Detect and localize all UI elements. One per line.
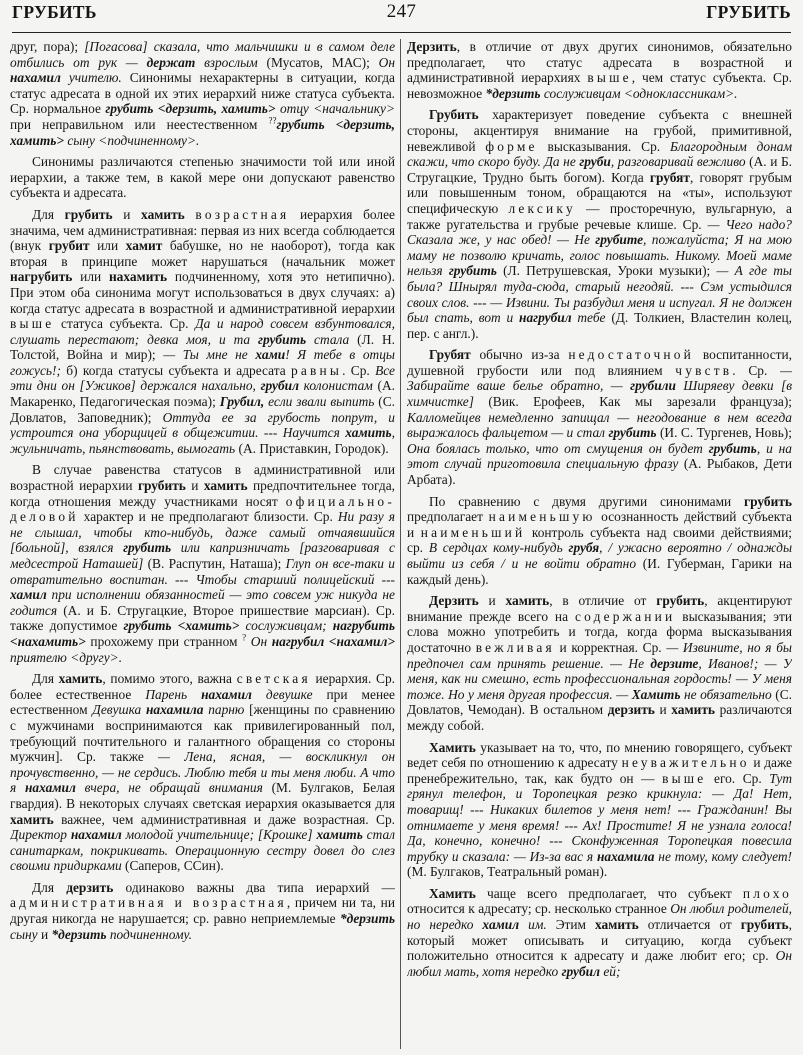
- text-run: девушке: [251, 686, 313, 702]
- text-run: (Саперов, ССин).: [121, 858, 224, 874]
- text-run: Директор: [10, 827, 71, 843]
- text-run: грубил: [260, 378, 299, 394]
- header-rule: [12, 32, 791, 33]
- text-run: , пожалуйста; Я на мою маму не позволю кричать, голос повышать. Никому. Моей маме нельзя: [407, 232, 792, 279]
- text-run: хамить: [203, 478, 248, 494]
- text-run: при неправильном или неестественном: [10, 116, 269, 132]
- text-run: , акцентируют внимание прежде всего на: [407, 593, 792, 624]
- text-run: , помимо этого, важна: [102, 671, 237, 687]
- text-run: Ширяеву девки [в химчистке]: [407, 378, 792, 410]
- text-run: В сердцах кому-нибудь: [428, 540, 569, 556]
- text-run: , Иванов!; — У меня, как ни смешно, есть профессиональная гордость! — У меня тоже. Но у меня другая профессия. —: [407, 655, 792, 702]
- text-run: , в отличие от: [549, 593, 657, 609]
- text-run: Этим: [546, 917, 596, 933]
- text-run: Оттуда ее за грубость попрут, и устроится она уборщицей в общежитии. --- Научится: [10, 409, 395, 441]
- article-paragraph: [10, 462, 395, 665]
- article-paragraph: [407, 347, 792, 487]
- text-run: хамит: [125, 238, 163, 254]
- text-run: Благородным донам скажи, что скоро буду. Да не: [407, 138, 792, 170]
- text-run: и даже пренебрежительно, так, как будто он —: [407, 755, 792, 786]
- text-run: (А. Приставкин, Городок).: [235, 440, 389, 456]
- text-run: грубить: [608, 425, 657, 441]
- text-run: [женщины по сравнению с мужчинами воспринимаются как привилегированный пол, требующий почтительного и галантного обращения со стороны мужчин]. Ср. также: [10, 702, 395, 765]
- text-run: прохожему при странном: [85, 633, 243, 649]
- text-run: — Лена, ясная, — воскликнул он прочувственно, — не сердись. Люблю тебя и ты меня люби. А что я: [10, 749, 395, 796]
- text-run: (И. С. Тургенев, Новь);: [656, 425, 792, 441]
- text-run: Она боялась только, что от смущения он будет: [407, 440, 709, 456]
- text-run: грубить: [64, 206, 113, 222]
- text-run: Калломейцев немедленно запищал — негодование в нем всегда выражалось фальцетом — и стал: [407, 409, 792, 441]
- text-run: его. Ср.: [706, 770, 770, 786]
- text-run: нагрубить: [10, 269, 73, 285]
- text-run: и: [185, 478, 204, 494]
- text-run: бабушке, но не наоборот), тогда как вторая в принципе может нарушаться (начальник может: [10, 238, 395, 269]
- text-run: нахамил: [10, 70, 61, 86]
- text-run: чаще всего предполагает, что субъект: [475, 885, 743, 901]
- text-run: одинаково важны два типа иерархий —: [113, 879, 395, 895]
- text-run: лексику: [508, 200, 576, 216]
- text-run: хамил: [10, 587, 47, 603]
- article-paragraph: [407, 107, 792, 341]
- text-run: — Чего надо? Сказала же, у нас обед! — Не: [407, 216, 792, 248]
- text-run: характеризует поведение субъекта с внешней стороны, акцентируя внимание на грубой, примитивной, невежливой: [407, 107, 792, 154]
- text-run: подчиненному, хотя это нетипично). При этом оба синонима могут использоваться в двух случаях: а) когда статус адресата в возрастной и административной иерархии: [10, 269, 395, 316]
- text-run: грубил: [561, 963, 601, 979]
- text-run: , в отличие от двух других синонимов, обязательно предполагает, что статус адресата в возрастной и административной иерархиях: [407, 39, 792, 86]
- article-paragraph: [10, 154, 395, 201]
- text-run: учителю.: [60, 70, 122, 86]
- text-run: нагрубил: [519, 310, 572, 326]
- text-run: *дерзить: [51, 926, 107, 942]
- text-run: обычно из-за: [470, 347, 569, 363]
- text-run: — Забирайте ваше белье обратно, —: [407, 362, 792, 394]
- text-run: отцу <начальнику>: [275, 101, 395, 117]
- text-run: колонистам: [298, 378, 373, 394]
- text-run: (М. Булгаков, Белая гвардия). В некоторых случаях светская иерархия оказывается для: [10, 780, 395, 811]
- article-paragraph: [10, 671, 395, 874]
- text-run: ! Я тебе в отцы гожусь!;: [10, 347, 395, 378]
- text-run: ??: [268, 115, 277, 126]
- text-run: Да и народ совсем взбунтовался, слушать перестают; девка моя, и та: [10, 316, 395, 347]
- text-run: нахамил: [25, 780, 76, 796]
- text-run: дерзите: [650, 655, 699, 671]
- text-run: Парень: [145, 686, 202, 702]
- text-run: не обязательно: [680, 686, 772, 702]
- text-run: или: [72, 269, 109, 285]
- text-run: нахамила: [145, 702, 204, 718]
- text-run: стал санитаркам, покрикивать. Операционную сестру довел до слез своими придирками: [10, 827, 395, 874]
- text-run: грубить: [137, 478, 186, 494]
- text-run: если звали выпить: [264, 394, 375, 410]
- text-run: — Ты мне не: [163, 347, 256, 363]
- text-run: плохо: [742, 885, 792, 901]
- text-run: Синонимы нехарактерны в ситуации, когда статус адресата в одной их этих иерархий ниже статуса субъекта. Ср. нормальное: [10, 70, 395, 117]
- text-run: В случае равенства статусов в административной или возрастной иерархии: [10, 462, 395, 494]
- text-run: при менее естественном: [10, 686, 395, 718]
- text-run: *дерзить: [485, 85, 541, 101]
- text-run: хамил: [482, 917, 520, 933]
- text-run: *дерзить: [339, 911, 395, 927]
- text-run: хамить: [141, 206, 185, 222]
- text-run: возрастная: [195, 206, 290, 222]
- text-run: ей;: [600, 963, 621, 979]
- text-run: иерархия более значима, чем административная: первая из них всегда соблюдается (внук: [10, 206, 395, 254]
- text-run: (В. Распутин, Наташа);: [143, 556, 286, 571]
- header-left-headword: ГРУБИТЬ: [12, 2, 97, 22]
- text-run: грубить: [448, 263, 497, 279]
- text-run: Для: [32, 206, 65, 222]
- text-run: грубите: [595, 232, 644, 248]
- text-run: друг, пора);: [10, 39, 85, 54]
- article-paragraph: [10, 207, 395, 457]
- text-run: отличается от: [638, 917, 741, 933]
- text-run: грубить: [744, 493, 792, 509]
- text-run: нагрубить <нахамить>: [10, 618, 395, 649]
- text-run: и корректная. Ср.: [554, 639, 667, 655]
- text-run: и: [112, 206, 142, 222]
- page-number: 247: [386, 1, 417, 22]
- text-run: приятелю <другу>.: [10, 649, 123, 665]
- text-run: грубить: [740, 917, 789, 933]
- text-run: взрослым: [195, 54, 258, 70]
- text-run: хами: [255, 347, 286, 363]
- text-run: Девушка: [92, 702, 146, 718]
- text-run: предполагает: [407, 509, 489, 525]
- text-run: груби: [579, 154, 611, 170]
- text-run: Грубил,: [219, 394, 265, 410]
- text-run: Он любил мать, хотя нередко: [407, 948, 792, 979]
- text-run: дерзить: [607, 702, 655, 718]
- text-run: (Мусатов, МАС);: [257, 54, 379, 70]
- text-run: выше: [10, 316, 55, 332]
- text-run: , разговаривай вежливо: [610, 154, 746, 170]
- text-run: хамить: [316, 827, 363, 843]
- text-run: По сравнению с двумя другими синонимами: [429, 493, 745, 509]
- text-run: Все эти дни он [Ужиков] держался нахально,: [10, 362, 395, 394]
- text-run: , причем ни та, ни другая никогда не нарушается; ср. равно неприемлемые: [10, 895, 395, 927]
- text-run: Глуп он все-таки и отвратительно воспитан. --- Чтобы старший полицейский ---: [10, 556, 395, 587]
- text-run: — просторечную, вульгарную, а также ругательства и грубые речевые клише. Ср.: [407, 200, 792, 232]
- text-run: грубить <дерзить, хамить>: [10, 116, 395, 148]
- text-run: наименьшую: [488, 509, 596, 525]
- text-run: не тому, кому следует!: [654, 848, 792, 864]
- text-run: и: [37, 926, 52, 942]
- text-run: , говорят грубым или повышенным тоном, обращаются на «ты», используют специфическую: [407, 169, 792, 216]
- text-run: выше: [587, 70, 632, 86]
- column-divider: [400, 39, 401, 1049]
- text-run: недостаточной: [568, 347, 695, 363]
- text-run: Дерзить: [407, 39, 457, 54]
- article-paragraph: [10, 39, 395, 148]
- text-run: хамить: [345, 425, 392, 441]
- text-run: (Вик. Ерофеев, Как мы зарезали француза);: [473, 394, 792, 410]
- text-run: (М. Булгаков, Театральный роман).: [407, 864, 608, 880]
- text-run: (Л. Петрушевская, Уроки музыки);: [496, 263, 717, 279]
- text-run: вчера, не обращай внимания: [75, 780, 263, 796]
- text-run: грубили: [630, 378, 676, 394]
- text-run: неуважительно: [621, 755, 750, 771]
- article-paragraph: [407, 593, 792, 733]
- text-run: Он любил родителей, но нередко: [407, 901, 792, 933]
- article-paragraph: [407, 39, 792, 101]
- text-run: высказывания; эти слова можно употребить и тогда, когда форма высказывания достаточно: [407, 608, 792, 655]
- text-run: (Д. Толкиен, Властелин колец, пер. с англ.).: [407, 310, 792, 341]
- text-run: относится к адресату; ср. несколько странное: [407, 901, 671, 917]
- article-paragraph: [407, 740, 792, 880]
- text-run: Ни разу я не слышал, чтобы кто-нибудь, даже самый отчаявшийся [больной], взялся: [10, 509, 395, 556]
- text-run: грубить <дерзить, хамить>: [105, 101, 276, 117]
- text-run: вежливая: [475, 639, 555, 655]
- text-run: Хамить: [631, 686, 681, 702]
- text-run: различаются между собой.: [407, 702, 792, 733]
- text-run: светская: [236, 671, 311, 687]
- text-run: при исполнении обязанностей — это совсем уж никуда не годится: [10, 587, 395, 618]
- text-run: Дерзить: [429, 593, 479, 609]
- text-run: сыну: [10, 926, 38, 942]
- text-run: чувств: [675, 362, 733, 378]
- article-paragraph: [407, 886, 792, 980]
- text-run: нахамил: [201, 686, 252, 702]
- article-paragraph: [407, 494, 792, 588]
- text-run: хамить: [10, 811, 54, 827]
- text-run: Он: [246, 633, 272, 649]
- article-paragraph: [10, 880, 395, 942]
- text-run: сослуживцам;: [239, 618, 327, 634]
- header-right-headword: ГРУБИТЬ: [706, 2, 791, 22]
- text-run: подчиненному.: [106, 926, 192, 942]
- text-run: хамить: [505, 593, 550, 609]
- text-run: статуса субъекта. Ср.: [54, 316, 196, 332]
- text-run: , который может описывать и ситуацию, когда субъект положительно относится к адресату и даже любит его; ср.: [407, 917, 792, 964]
- text-run: официально-деловой: [10, 493, 395, 525]
- text-run: — Извините, но я бы предпочел сам принять решение. — Не: [407, 639, 792, 671]
- text-run: стала: [306, 331, 350, 347]
- text-run: , чем статус субъекта. Ср. невозможное: [407, 70, 792, 101]
- text-run: [Погасова] сказала, что мальчишки и в самом деле отбились от рук —: [10, 39, 395, 70]
- text-run: (С. Довлатов, Заповедник);: [10, 394, 395, 425]
- text-run: грубить: [123, 540, 172, 556]
- column-right: [407, 39, 792, 1051]
- text-run: содержании: [574, 608, 676, 624]
- text-run: характер и не предполагают близости. Ср.: [78, 509, 338, 525]
- text-run: (С. Довлатов, Чемодан). В остальном: [407, 686, 792, 718]
- text-run: (А. Рыбаков, Дети Арбата).: [407, 456, 792, 488]
- text-run: или капризничать [разговаривая с медсестрой Наташей]: [10, 540, 395, 571]
- text-run: хамить: [58, 671, 103, 687]
- text-run: Для: [32, 671, 59, 687]
- text-run: грубит: [48, 238, 90, 254]
- text-run: или: [89, 238, 126, 254]
- text-run: — А где ты была? Шнырял туда-сюда, старый негодяй. --- Сэм устыдился своих слов. --- — Извини. Ты разбудил меня и испугал. Я не должен был спать, вот и: [407, 263, 792, 326]
- text-run: им.: [519, 917, 547, 933]
- text-run: Грубить: [429, 107, 479, 123]
- text-run: , жульничать, пьянствовать, вымогать: [10, 425, 395, 456]
- text-run: тебе: [571, 310, 606, 326]
- text-run: Для: [32, 879, 67, 895]
- text-run: грубить: [708, 440, 757, 456]
- column-left: [10, 39, 395, 1051]
- text-run: нахамила: [596, 848, 655, 864]
- text-run: предпочтительнее тогда, когда отношения между участниками носят: [10, 478, 395, 509]
- text-run: нагрубил <нахамил>: [271, 633, 395, 649]
- text-run: наименьший: [420, 524, 526, 540]
- text-run: нахамил: [70, 827, 122, 843]
- text-run: (И. Губерман, Гарики на каждый день).: [407, 556, 792, 587]
- text-run: Он: [378, 54, 395, 70]
- text-run: иерархия. Ср. более естественное: [10, 671, 395, 702]
- text-run: дерзить: [66, 879, 114, 895]
- text-run: парню: [203, 702, 245, 718]
- text-run: [185, 207, 196, 222]
- text-run: (А. и Б. Стругацкие, Второе пришествие марсиан). Ср. также допустимое: [10, 602, 395, 634]
- text-run: Хамить: [429, 885, 476, 901]
- text-run: выше: [662, 770, 707, 786]
- text-run: . Ср.: [342, 362, 376, 378]
- text-run: молодой учительнице; [Крошке]: [121, 827, 317, 843]
- text-run: указывает на то, что, по мнению говорящего, субъект ведет себя по отношению к адресату: [407, 739, 792, 771]
- text-run: и: [654, 702, 672, 718]
- text-run: . Ср.: [732, 362, 781, 378]
- text-run: и: [478, 593, 506, 609]
- text-run: важнее, чем административная и даже возрастная. Ср.: [53, 811, 395, 827]
- text-run: сослуживцам <одноклассникам>.: [540, 85, 738, 101]
- text-run: грубя: [568, 540, 600, 556]
- text-run: ?: [242, 632, 247, 643]
- text-run: , и на этот случай приготовила специальную фразу: [407, 440, 792, 472]
- text-run: , / ужасно вероятно / однажды выйти из себя / и не войти обратно: [407, 540, 792, 571]
- text-run: административная и возрастная: [10, 895, 287, 911]
- text-run: Тут грянул телефон, и Торопецкая резко крикнула: — Да! Нет, товарищ! --- Никаких билетов у меня нет! --- Гражданин! Вы отнимаете у меня время! --- Ах! Простите! Я не узнала голоса! Да, конечно, конечно! --- Сконфуженная Торопецкая повесила трубку и сказала: — Из-за вас я: [407, 770, 792, 864]
- text-run: держат: [146, 54, 196, 70]
- text-run: хамить: [671, 702, 715, 718]
- text-run: хамить: [595, 917, 639, 933]
- text-run: грубить <хамить>: [123, 618, 240, 634]
- text-run: грубят: [649, 169, 690, 185]
- text-run: Синонимы различаются степенью значимости той или иной иерархии, а также тем, в какой мере они допускают равенство субъекта и адресата.: [10, 154, 395, 201]
- text-run: контроль субъекта над своими действиями; ср.: [407, 524, 792, 556]
- text-run: равны: [290, 362, 343, 378]
- text-run: б) когда статусы субъекта и адресата: [60, 362, 291, 378]
- text-run: нахамить: [108, 269, 168, 285]
- text-run: (А. и Б. Стругацкие, Трудно быть богом). Когда: [407, 154, 792, 185]
- text-run: воспитанности, душевной грубости или под влиянием: [407, 347, 792, 378]
- text-run: (А. Макаренко, Педагогическая поэма);: [10, 378, 395, 410]
- text-run: высказывания. Ср.: [537, 138, 670, 154]
- text-run: сыну <подчиненному>.: [64, 132, 200, 148]
- text-run: форме: [485, 138, 538, 154]
- text-run: грубить: [258, 331, 307, 347]
- text-run: грубить: [656, 593, 705, 609]
- text-run: (Л. Н. Толстой, Война и мир);: [10, 331, 395, 363]
- text-run: осознанность действий субъекта и: [407, 509, 792, 540]
- text-run: Грубят: [429, 347, 471, 363]
- text-run: Хамить: [429, 739, 476, 755]
